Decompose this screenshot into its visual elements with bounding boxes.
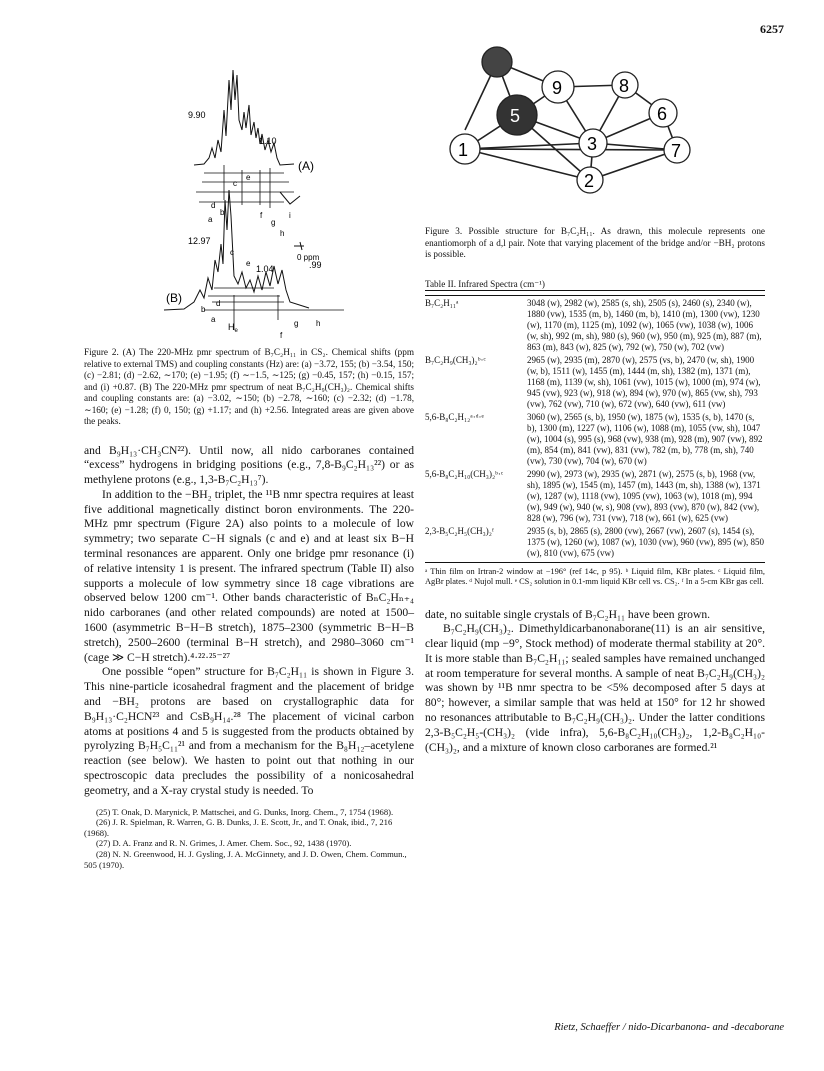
compound-cell: B₇C₂H₉(CH₃)₂ᵇ·ᶜ	[425, 354, 486, 365]
table-row	[425, 467, 765, 524]
peak-letter: g	[271, 218, 276, 227]
atom-label: 5	[510, 106, 521, 126]
atom-label: 3	[587, 134, 598, 154]
bands-cell: 2935 (s, b), 2865 (s), 2800 (vw), 2667 (vw), 2607 (s), 1454 (s), 1375 (w), 1260 (w), 1087 (w), 1030 (vw), 960 (vw), 895 (w), 850 (w), 810 (vw), 675 (vw)	[525, 524, 765, 563]
peak-letter: e	[246, 173, 251, 182]
peak-letter: a	[208, 215, 213, 224]
peak-letter: e	[246, 259, 251, 268]
left-column	[84, 40, 414, 870]
paragraph: In addition to the −BH₂ triplet, the ¹¹B nmr spectra requires at least five additional magnetically distinct boron environments. The 220-MHz pmr spectrum (Figure 2A) also points to a molecule of low symmetry; two separate C−H signals (c and e) and at least six B−H terminal resonances are apparent. Only one bridge pmr resonance (i) of relative intensity 1 is present. The infrared spectrum (Table II) also supports a molecule of low symmetry since 18 cage vibrations are observed below 1200 cm⁻¹. Other bands characteristic of BₙC₂Hₙ₊₄ nido carboranes (and other related compounds) are noted at 1500–1600 (asymmetric B−H−B stretch), 1875–2300 (symmetric B−H−B stretch), 2500–2600 (terminal B−H stretch), and 2980–3060 cm⁻¹ (cage ≫ C−H stretch).⁴·²²·²⁵⁻²⁷	[84, 487, 414, 664]
peak-letter: c	[233, 179, 237, 188]
peak-letter: h	[316, 319, 321, 328]
reference: (28) N. N. Greenwood, H. J. Gysling, J. A. McGinnety, and J. D. Owen, Chem. Commun., 505 (1970).	[84, 849, 407, 870]
figure-3-caption: Figure 3. Possible structure for B₇C₂H₁₁. As drawn, this molecule represents one enantiomorph of a d,l pair. Note that varying placement of the bridge and/or −BH₂ protons is possible.	[425, 226, 765, 259]
peak-label: .99	[309, 260, 322, 270]
peak-letter: a	[211, 315, 216, 324]
left-body-text	[84, 444, 414, 799]
peak-letter: h	[280, 229, 285, 238]
peak-label: 9.90	[188, 110, 206, 120]
peak-letter: d	[216, 299, 221, 308]
he-label: $H_e$	[228, 322, 238, 334]
spectrum-a	[194, 70, 300, 208]
paragraph: One possible “open” structure for B₇C₂H₁₁ is shown in Figure 3. This nine-particle icosahedral fragment and the placement of bridge and −BH₂ protons are based on crystallographic data for B₉H₁₃·C₂HCN²³ and CsB₉H₁₄.²⁸ The placement of vicinal carbon atoms at positions 4 and 5 is suggested from the products obtained by pyrolyzing B₇H₅C₁₁²¹ and from a mechanism for the B₈H₁₂–acetylene reaction (see below). We hasten to point out that nothing in our spectroscopic data precludes the possibility of a nonicosahedral geometry, and a X-ray crystal study is needed. To	[84, 665, 414, 797]
spectrum-b-label: (B)	[166, 291, 182, 305]
peak-letter: b	[220, 208, 225, 217]
figure-3-structure	[425, 40, 765, 215]
table-2	[425, 290, 765, 563]
atom-label: 9	[552, 78, 563, 98]
paragraph: and B₉H₁₃·CH₃CN²²). Until now, all nido carboranes contained “excess” hydrogens in bridging positions (e.g., 7,8-B₉C₂H₁₃²²) or as methylene protons (e.g., 1,3-B₇C₂H₁₃⁷).	[84, 443, 414, 487]
spectrum-a-label: (A)	[298, 159, 314, 173]
table-row	[425, 353, 765, 410]
atom-label: 2	[584, 171, 595, 191]
peak-letter: f	[280, 331, 283, 340]
bands-cell: 2990 (w), 2973 (w), 2935 (w), 2871 (w), 2575 (s, b), 1968 (vw, sh), 1895 (w), 1545 (m), 1457 (m), 1443 (m, sh), 1388 (w), 1371 (w), 1287 (w), 1118 (vw), 1095 (vw), 1063 (w), 1018 (m), 994 (w), 949 (w), 940 (w, s), 908 (vw), 893 (vw), 870 (w), 842 (vw), 828 (w), 796 (w), 731 (vw), 718 (w), 661 (w), 625 (vw)	[527, 468, 761, 523]
table-row	[425, 524, 765, 563]
bands-cell: 3060 (w), 2565 (s, b), 1950 (w), 1875 (w), 1535 (s, b), 1470 (s, b), 1300 (m), 1227 (w), 1106 (w), 1088 (m), 1055 (vw, sh), 1047 (w), 1004 (s), 995 (s), 968 (vw), 938 (m), 928 (m), 907 (vw), 892 (m), 854 (m), 841 (vw), 831 (vw), 782 (m, b), 778 (m, sh), 740 (vw), 730 (vw), 704 (w), 670 (w)	[527, 411, 763, 466]
peak-letter: b	[201, 305, 206, 314]
bands-cell: 3048 (w), 2982 (w), 2585 (s, sh), 2505 (s), 2460 (s), 2340 (w), 1880 (vw), 1535 (m, b), 1460 (m, b), 1410 (m), 1300 (vw), 1230 (w), 1170 (m), 1125 (m), 1092 (w), 1065 (vw), 1038 (w), 1006 (w, sh), 992 (m, sh), 980 (s), 960 (w), 950 (m), 925 (m), 887 (m), 863 (m), 843 (w), 825 (w), 792 (w), 750 (w), 702 (vw)	[527, 297, 762, 352]
references	[84, 807, 414, 871]
peak-label: 12.97	[188, 236, 211, 246]
reference: (26) J. R. Spielman, R. Warren, G. B. Dunks, J. E. Scott, Jr., and T. Onak, ibid., 7, 216 (1968).	[84, 817, 393, 838]
paragraph: date, no suitable single crystals of B₇C₂H₁₁ have been grown.	[425, 607, 711, 621]
page-number: 6257	[760, 22, 784, 36]
reference: (25) T. Onak, D. Marynick, P. Mattschei, and G. Dunks, Inorg. Chem., 7, 1754 (1968).	[96, 806, 394, 817]
atom-label: 8	[619, 76, 630, 96]
ppm-label: 0 ppm	[297, 253, 320, 262]
compound-cell: B₇C₂H₁₁ᵃ	[425, 297, 459, 308]
table-2-footnote: ᵃ Thin film on Irtran-2 window at −196° (ref 14c, p 95). ᵇ Liquid film, KBr plates. ᶜ Liquid film, AgBr plates. ᵈ Nujol mull. ᵉ CS₂ solution in 0.1-mm liquid KBr cell vs. CS₂. ᶠ In a 5-cm KBr gas cell.	[425, 566, 765, 586]
bands-cell: 2965 (w), 2935 (m), 2870 (w), 2575 (vs, b), 2470 (w, sh), 1900 (w, b), 1511 (w), 1455 (m), 1444 (m, sh), 1382 (m), 1371 (m), 1168 (m), 1139 (w, sh), 1061 (vw), 1015 (w), 1000 (m), 974 (w), 945 (vw), 923 (w), 918 (w), 894 (w), 970 (w), 865 (vw, sh), 793 (vw), 762 (vw), 710 (w), 672 (vw), 640 (vw), 611 (vw)	[527, 354, 761, 409]
peak-label: 1.04	[256, 264, 274, 274]
table-row	[425, 410, 765, 467]
peak-letter: d	[211, 201, 216, 210]
peak-letter: f	[260, 211, 263, 220]
peak-letter: c	[230, 248, 234, 257]
paragraph: B₇C₂H₉(CH₃)₂. Dimethyldicarbanonaborane(11) is an air sensitive, clear liquid (mp −9°, Stock method) of moderate thermal stability at 20°. It is more stable than B₇C₂H₁₁; sealed samples have remained unchanged at room temperature for several months. A sample of neat B₇C₂H₉(CH₃)₂ was shown by ¹¹B nmr spectra to be <5% decomposed after 5 days at 80°; however, a similar sample that was held at 150° for 12 hr showed no resonances attributable to B₇C₂H₉(CH₃)₂. Under the latter conditions 2,3-B₅C₂H₅-(CH₃)₂ (vide infra), 5,6-B₈C₂H₁₀(CH₃)₂, 1,2-B₈C₂H₁₀-(CH₃)₂, and a mixture of known closo carboranes are formed.²¹	[425, 622, 765, 754]
atom-label: 7	[671, 141, 682, 161]
figure-2-caption: Figure 2. (A) The 220-MHz pmr spectrum of B₇C₂H₁₁ in CS₂. Chemical shifts (ppm relative to external TMS) and coupling constants (Hz) are: (a) −3.72, 155; (b) −3.54, 150; (c) −2.81; (d) −2.62, ∼170; (e) −1.95; (f) ∼−1.5, ∼125; (g) −0.45, 157; (h) −0.15, 157; and (i) +0.87. (B) The 220-MHz pmr spectrum of neat B₇C₂H₉(CH₃)₂. Chemical shifts and coupling constants are: (a) −3.02, ∼150; (b) −2.78, ∼160; (c) −2.32; (d) −1.78, ∼160; (e) −1.28; (f) 0, 150; (g) +1.17; and (h) +2.56. Integrated areas are given above the peaks.	[84, 347, 414, 426]
compound-cell: 5,6-B₈C₂H₁₂ᵃ·ᵈ·ᵉ	[425, 411, 484, 422]
atom-label: 1	[458, 140, 469, 160]
right-column	[425, 40, 765, 755]
compound-cell: 2,3-B₅C₂H₅(CH₃)₂ᶠ	[425, 524, 525, 563]
table-row	[425, 295, 765, 353]
table-2-title: Table II. Infrared Spectra (cm⁻¹)	[425, 278, 545, 289]
right-body-text	[425, 608, 765, 756]
peak-letter: i	[289, 211, 291, 220]
reference: (27) D. A. Franz and R. N. Grimes, J. Amer. Chem. Soc., 92, 1438 (1970).	[96, 838, 352, 849]
peak-label: 1.10	[259, 136, 277, 146]
atom-label: 6	[657, 104, 668, 124]
running-footer: Rietz, Schaeffer / nido-Dicarbanona- and -decaborane	[554, 1022, 784, 1033]
figure-2-spectra	[84, 40, 414, 340]
compound-cell: 5,6-B₈C₂H₁₀(CH₃)₂ᵇ·ᶜ	[425, 468, 504, 479]
peak-letter: g	[294, 319, 299, 328]
